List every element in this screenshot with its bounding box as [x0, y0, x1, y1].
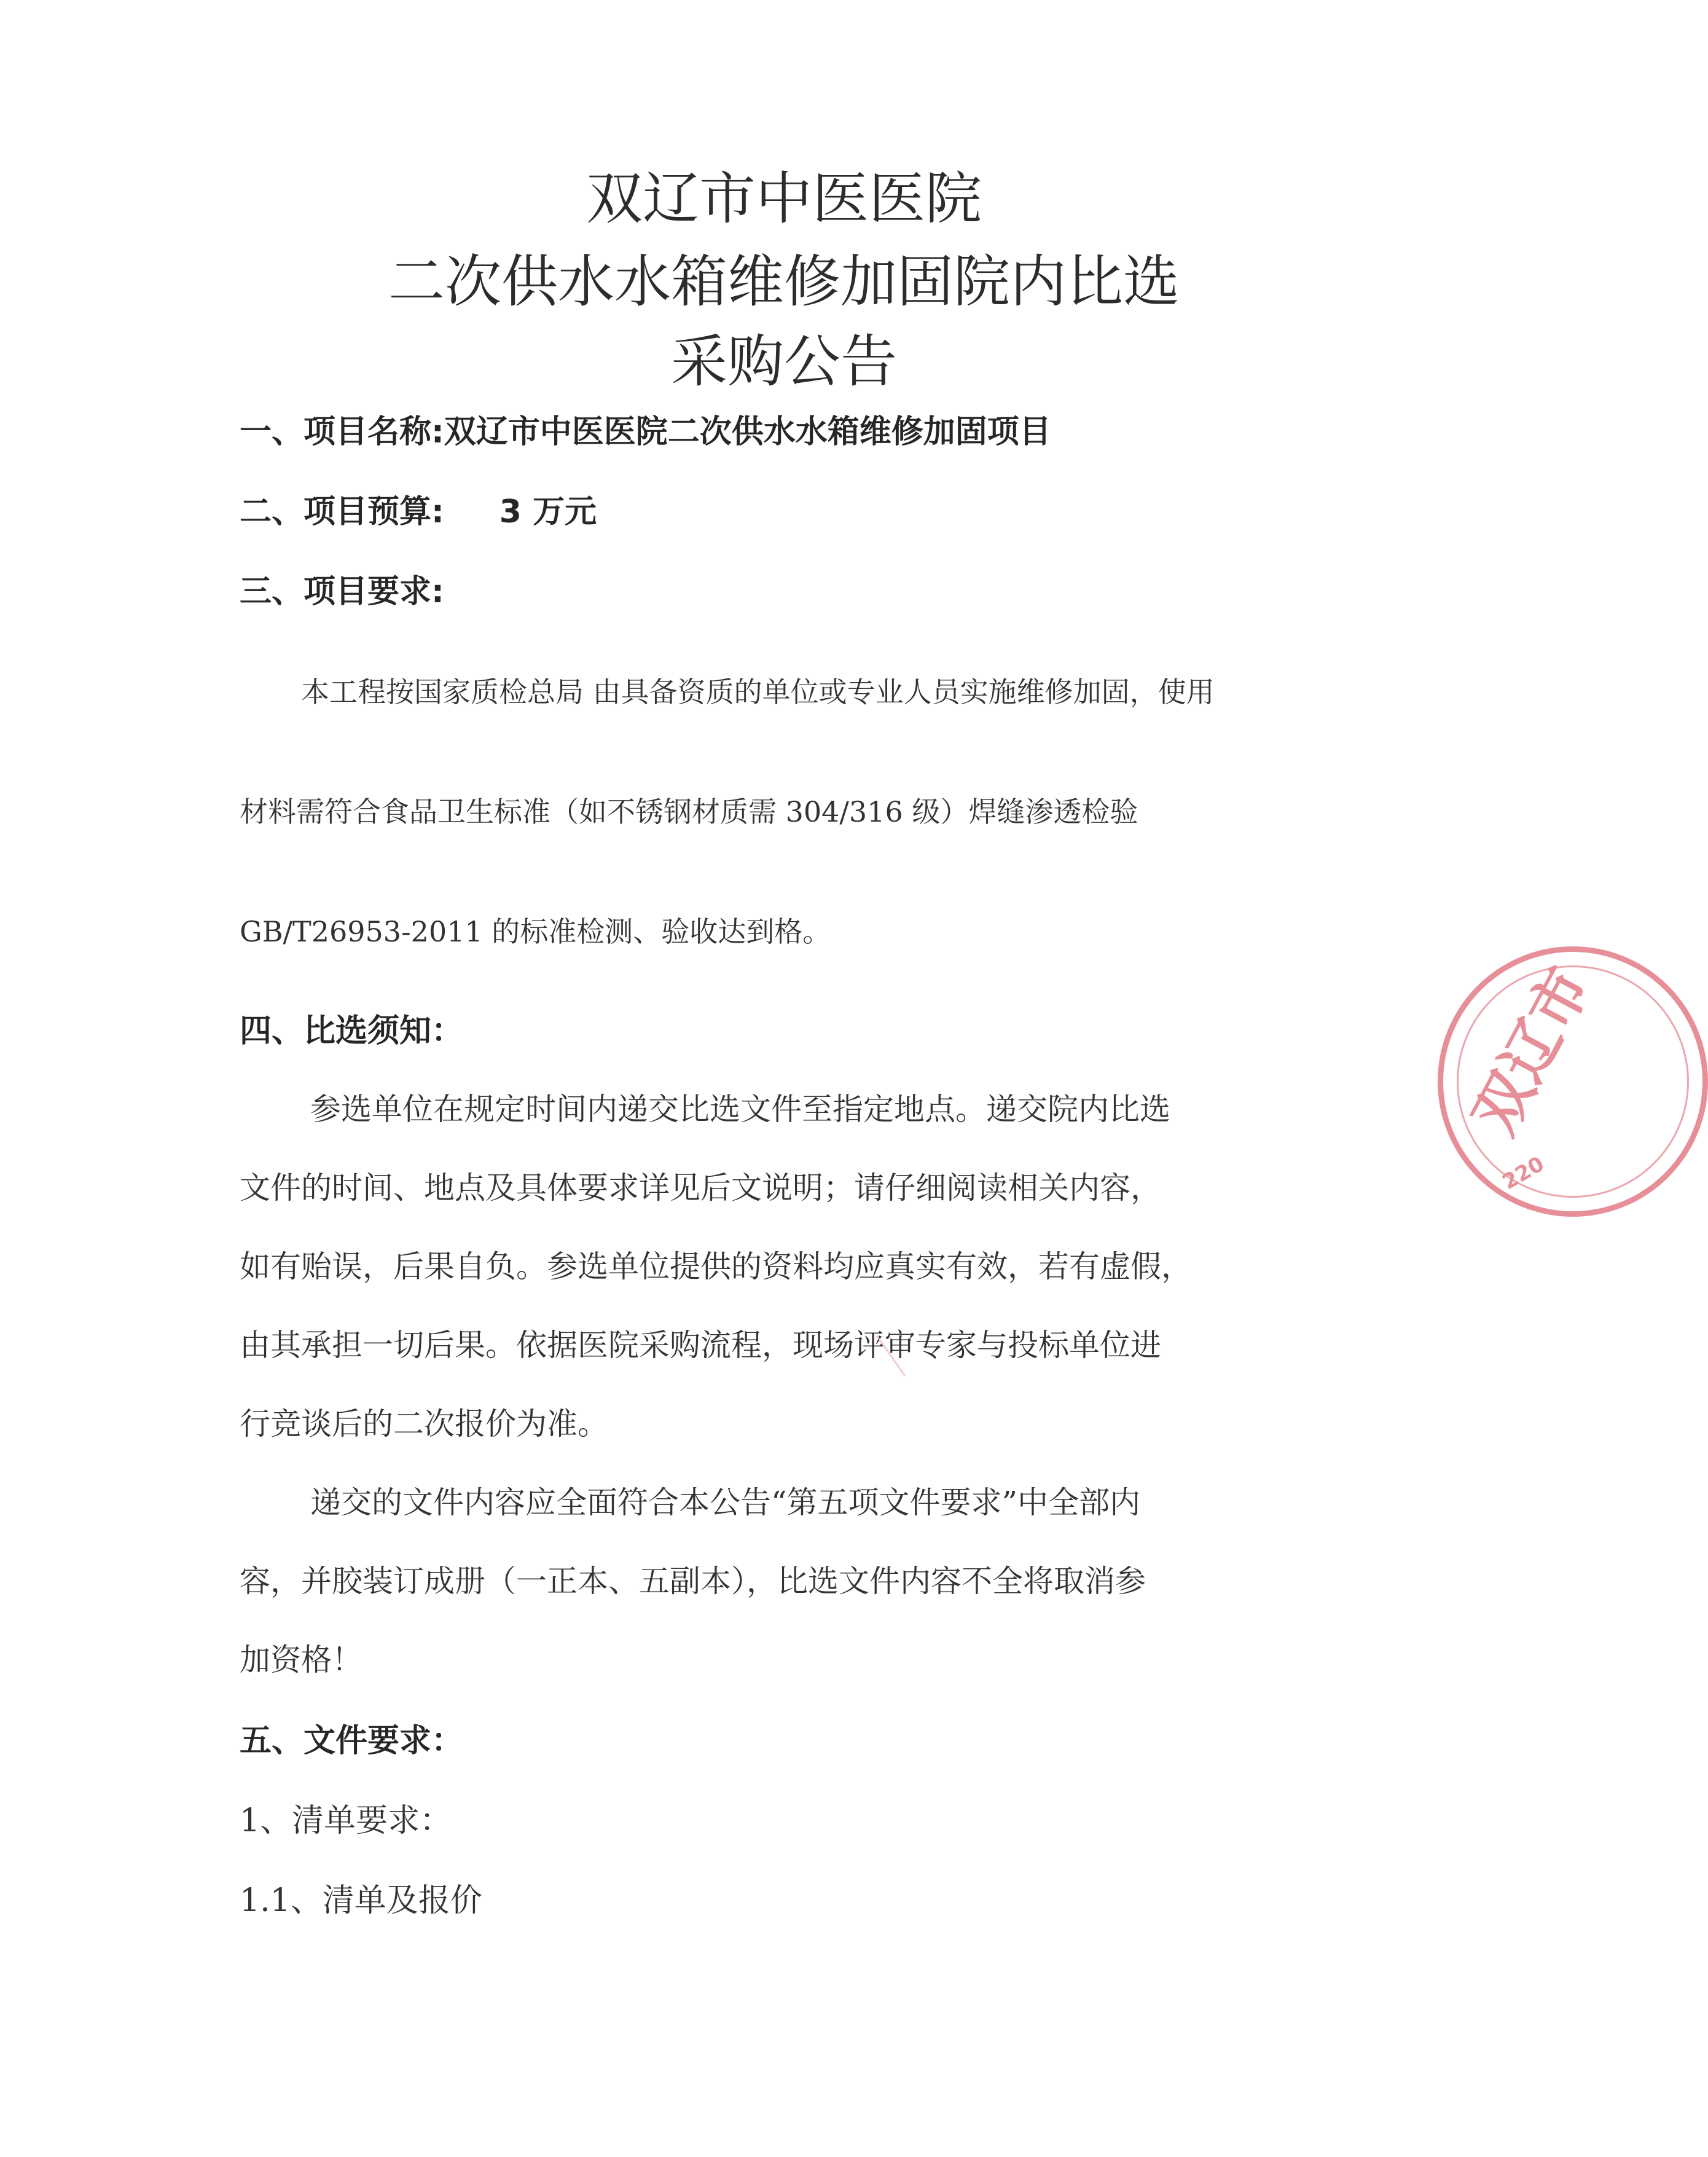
section-requirements-label: 三、项目要求: [240, 573, 444, 610]
document-title-line-3: 采购公告 [670, 329, 897, 395]
list-item-requirements: 1、清单要求： [240, 1802, 452, 1839]
notice-line-7: 容，并胶装订成册（一正本、五副本），比选文件内容不全将取消参 [240, 1563, 1146, 1599]
notice-line-5: 行竞谈后的二次报价为准。 [240, 1406, 608, 1442]
section-budget [240, 485, 597, 532]
seal-code: 220 [1498, 1151, 1549, 1195]
document-title-line-1: 双辽市中医医院 [586, 166, 982, 232]
section-notice-label: 四、比选须知： [240, 1013, 464, 1050]
section-budget-label: 二、项目预算: [240, 493, 444, 530]
notice-line-2: 文件的时间、地点及具体要求详见后文说明；请仔细阅读相关内容， [240, 1170, 1161, 1206]
notice-line-1: 参选单位在规定时间内递交比选文件至指定地点。递交院内比选 [310, 1091, 1170, 1127]
section-document-requirements-label: 五、文件要求： [240, 1723, 464, 1759]
requirements-paragraph-line-1: 本工程按国家质检总局 由具备资质的单位或专业人员实施维修加固，使用 [301, 675, 1215, 709]
notice-line-4: 由其承担一切后果。依据医院采购流程，现场评审专家与投标单位进 [240, 1327, 1161, 1363]
list-item-quote: 1.1、清单及报价 [240, 1882, 482, 1919]
seal-text: 双辽市 [1460, 956, 1604, 1145]
section-project-name [240, 406, 1051, 452]
notice-line-3: 如有贻误，后果自负。参选单位提供的资料均应真实有效，若有虚假， [240, 1249, 1192, 1284]
requirements-paragraph-line-3: GB/T26953-2011 的标准检测、验收达到格。 [240, 915, 831, 948]
section-project-name-label: 一、项目名称: [240, 414, 444, 450]
document-title-line-2: 二次供水水箱维修加固院内比选 [388, 249, 1180, 315]
notice-line-6: 递交的文件内容应全面符合本公告“第五项文件要求”中全部内 [310, 1485, 1141, 1520]
section-project-name-value: 双辽市中医医院二次供水水箱维修加固项目 [444, 414, 1051, 450]
requirements-paragraph-line-2: 材料需符合食品卫生标准（如不锈钢材质需 304/316 级）焊缝渗透检验 [240, 795, 1138, 828]
section-budget-value: 3 万元 [499, 493, 597, 530]
official-seal-stamp [1438, 946, 1708, 1217]
notice-line-8: 加资格！ [240, 1642, 362, 1678]
